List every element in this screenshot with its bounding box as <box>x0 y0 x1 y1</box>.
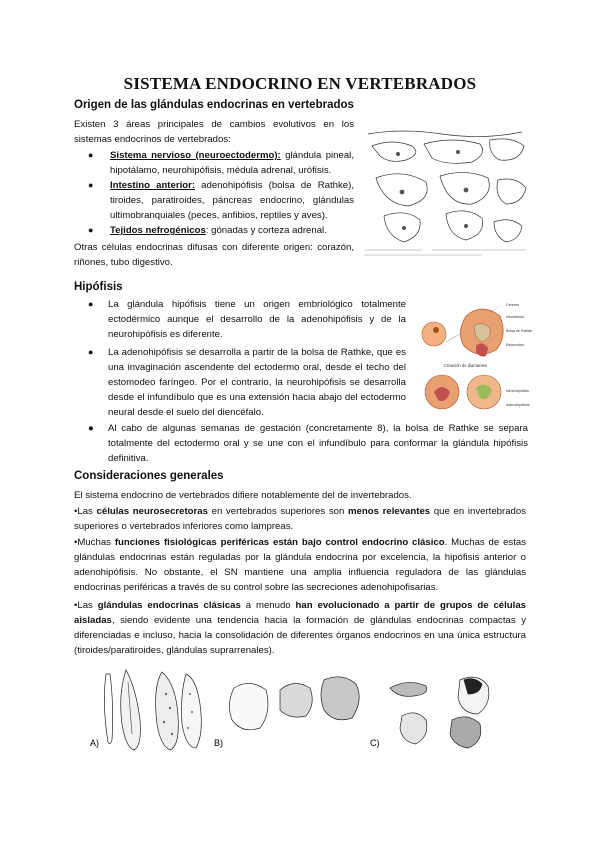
stipple <box>171 733 173 735</box>
list-item-text: adenohipófisis (bolsa de Rathke), tiroides, paratiroides, páncreas endocrino, glándulas ultimobranquiales (peces, anfibios, reptiles y aves). <box>110 180 354 221</box>
bullet-dot: ● <box>88 423 94 434</box>
stipple <box>165 693 167 695</box>
gland-b-2 <box>280 683 312 717</box>
stipple <box>191 711 193 713</box>
origen-list <box>88 148 354 238</box>
text-run: a menudo <box>240 600 296 611</box>
section-heading-consideraciones: Consideraciones generales <box>74 470 224 482</box>
text-run: en vertebrados superiores son <box>207 506 349 517</box>
gland-c-3 <box>400 713 427 744</box>
text-run: que en invertebrados superiores o vertebrados inferiores como lampreas. <box>74 506 527 532</box>
figure-label-b: B) <box>214 738 223 748</box>
text-run: •Muchas <box>74 537 115 548</box>
text-run: •Las <box>74 506 97 517</box>
gland-b-1 <box>229 683 268 729</box>
sketch-shape <box>497 179 526 204</box>
sketch-dot <box>456 150 460 154</box>
hipofisis-list <box>88 297 406 420</box>
sketch-dot <box>396 152 400 156</box>
gland-c-1 <box>390 682 427 696</box>
text-run-bold: glándulas endocrinas clásicas <box>97 600 241 611</box>
origen-intro: Existen 3 áreas principales de cambios evolutivos en los sistemas endocrinos de vertebrados: <box>74 119 354 145</box>
consideraciones-p2 <box>74 504 526 534</box>
figure-label: Adenohipófisis <box>506 403 530 407</box>
origen-outro: Otras células endocrinas difusas con diferente origen: corazón, riñones, tubo digestivo. <box>74 242 354 268</box>
figure-label: Bolsa de Rathke <box>506 329 532 333</box>
pointer-line <box>446 334 460 342</box>
sketch-shape <box>494 220 522 242</box>
sketch-dot <box>464 224 468 228</box>
list-item-term: Intestino anterior: <box>110 180 196 191</box>
stipple <box>163 721 165 723</box>
consideraciones-p3 <box>74 535 526 595</box>
text-run-bold: han evolucionado a partir de grupos de células aisladas <box>74 600 527 626</box>
section-heading-origen: Origen de las glándulas endocrinas en vertebrados <box>74 99 354 111</box>
hipofisis-figure-caption: Creación de diamantes <box>444 363 488 368</box>
figure-label: Estomodeo <box>506 343 525 347</box>
page-title: SISTEMA ENDOCRINO EN VERTEBRADOS <box>123 74 477 93</box>
stipple <box>189 693 191 695</box>
sketch-dot <box>400 190 405 195</box>
text-run-bold: menos relevantes <box>348 506 431 517</box>
gland-a-1 <box>104 674 112 744</box>
list-item-text: Al cabo de algunas semanas de gestación (concretamente 8), la bolsa de Rathke se separa totalmente del ectodermo oral y se une con el infundíbulo para conformar la glándula hipófisis definitiva. <box>108 423 528 464</box>
gland-a-2 <box>121 670 141 750</box>
sketch-shape <box>490 139 524 160</box>
embryo-eye <box>433 327 439 333</box>
gland-b-3 <box>321 677 359 720</box>
list-item-term: Sistema nervioso (neuroectodermo): <box>110 150 281 161</box>
gland-c-4 <box>450 717 481 748</box>
hipofisis-figure <box>416 296 532 420</box>
figure-label-c: C) <box>370 738 380 748</box>
text-run: . Muchas de estas glándulas endocrinas están reguladas por la glándula endocrina por excelencia, la hipófisis anterior o adenohipófisis. No obstante, el SN mantiene una amplia influencia reguladora de las glándulas endocrinas periféricas a través de su control sobre las secreciones adenohipofisarias. <box>74 537 527 593</box>
section-heading-hipofisis: Hipófisis <box>74 281 123 293</box>
sketch-dot <box>464 188 469 193</box>
figure-label: Neurohipófisis <box>506 389 529 393</box>
sketch-line <box>368 131 522 137</box>
sketch-dot <box>402 226 406 230</box>
hipofisis-item-3 <box>108 421 528 466</box>
figure-label-a: A) <box>90 738 99 748</box>
text-run: , siendo evidente una tendencia hacia la formación de glándulas endocrinas compactas y diferenciadas e incluso, hacia la consolidación de diferentes órganos endocrinos en una única estructura (tiroides/paratiroides, glándulas suprarrenales). <box>74 615 526 656</box>
embryology-figure <box>362 124 530 260</box>
text-run-bold: funciones fisiológicas periféricas están bajo control endocrino clásico <box>114 537 445 548</box>
list-item-term: Tejidos nefrogénicos <box>110 225 206 236</box>
list-item: ● Tejidos nefrogénicos: gónadas y corteza adrenal. <box>88 225 327 236</box>
list-item-text: : gónadas y corteza adrenal. <box>205 225 327 236</box>
gland-evolution-figure <box>74 664 534 756</box>
stipple <box>169 707 171 709</box>
list-item: ● La adenohipófisis se desarrolla a partir de la bolsa de Rathke, que es una invaginación ascendente del ectodermo oral, desde el techo del estomodeo faríngeo. Por el contrario, la neurohipófisis se desarrolla desde el infundíbulo que es una extensión hacia abajo del ectodermo neural desde el suelo del diencéfalo. <box>88 347 406 418</box>
consideraciones-p1: El sistema endocrino de vertebrados difiere notablemente del de invertebrados. <box>74 490 412 501</box>
stipple <box>187 727 189 729</box>
list-item: ● Intestino anterior: adenohipófisis (bolsa de Rathke), tiroides, paratiroides, páncreas endocrino, glándulas ultimobranquiales (peces, anfibios, reptiles y aves). <box>88 180 354 221</box>
figure-label: Infundíbulo <box>506 315 524 319</box>
sketch-shape <box>372 142 416 161</box>
list-item-text: La glándula hipófisis tiene un origen embriológico totalmente ectodérmico aunque el desarrollo de la adenohipófisis y de la neurohipófisis es diferente. <box>108 299 406 340</box>
consideraciones-p4 <box>74 598 526 658</box>
list-item-text: glándula pineal, hipotálamo, neurohipófisis, médula adrenal, urófisis. <box>110 150 354 176</box>
list-item: ● Sistema nervioso (neuroectodermo): glándula pineal, hipotálamo, neurohipófisis, médula adrenal, urófisis. <box>88 150 354 176</box>
figure-label: Cerebro <box>506 303 519 307</box>
list-item: ● La glándula hipófisis tiene un origen embriológico totalmente ectodérmico aunque el desarrollo de la adenohipófisis y de la neurohipófisis es diferente. <box>88 299 406 340</box>
gland-a-4 <box>182 674 202 748</box>
text-run-bold: células neurosecretoras <box>96 506 208 517</box>
text-run: •Las <box>74 600 98 611</box>
embryo-illustration <box>422 322 446 346</box>
sketch-shape <box>424 140 483 163</box>
gland-a-3 <box>156 672 179 750</box>
list-item-text: La adenohipófisis se desarrolla a partir de la bolsa de Rathke, que es una invaginación ascendente del ectodermo oral, desde el techo del estomodeo faríngeo. Por el contrario, la neurohipófisis se desarrolla desde el infundíbulo que es una extensión hacia abajo del ectodermo neural desde el suelo del diencéfalo. <box>108 347 406 418</box>
